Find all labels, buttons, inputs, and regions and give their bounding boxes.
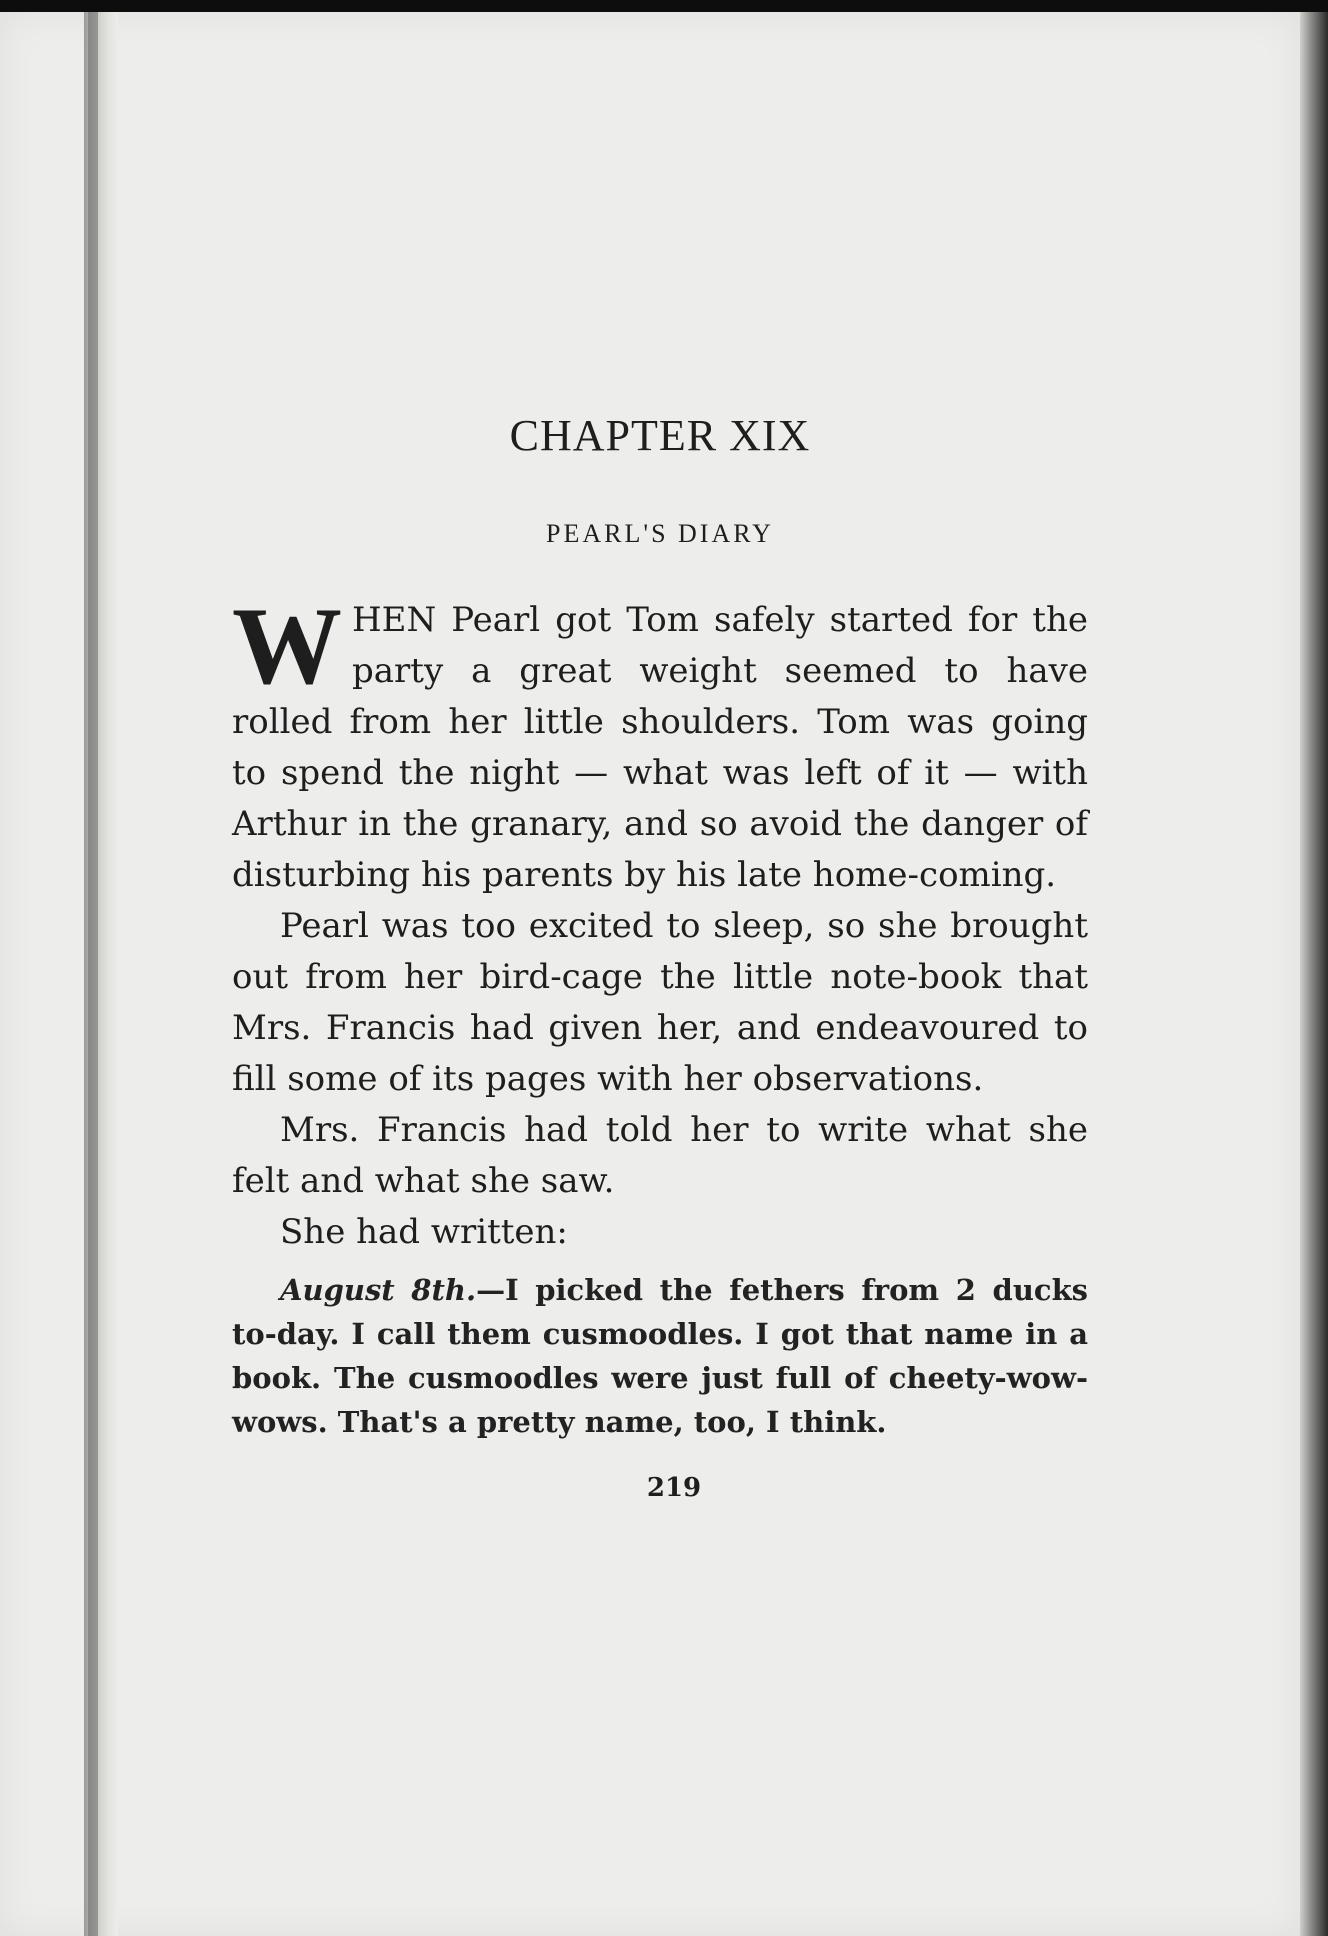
diary-text: —I picked the fethers from 2 ducks to-day. I call them cusmoodles. I got that name in a book. The cusmoodles were just full of cheety-wow-wows. That's a pretty name, too, I think.	[232, 1273, 1088, 1439]
paragraph-1	[232, 585, 1088, 901]
diary-date: August 8th.	[280, 1273, 477, 1307]
binding-shadow	[88, 12, 98, 1936]
paragraph-2: Pearl was too excited to sleep, so she brought out from her bird-cage the little note-book that Mrs. Francis had given her, and endeavoured to fill some of its pages with her observations.	[232, 906, 1088, 1099]
paragraph-text: HEN Pearl got Tom safely started for the party a great weight seemed to have rolled from her little shoulders. Tom was going to spend the night — what was left of it — with Arthur in the granary, and so avoid the danger of disturbing his parents by his late home-coming.	[232, 600, 1088, 895]
chapter-title: CHAPTER XIX	[509, 411, 811, 460]
drop-cap: W	[232, 585, 342, 707]
page-content	[232, 410, 1088, 1503]
page-right-edge	[1300, 12, 1328, 1936]
page-number: 219	[646, 1473, 702, 1503]
paragraph-4: She had written:	[280, 1212, 568, 1252]
chapter-subtitle: PEARL'S DIARY	[546, 519, 774, 548]
paragraph-3: Mrs. Francis had told her to write what she felt and what she saw.	[232, 1110, 1088, 1201]
chapter-body	[232, 585, 1088, 1258]
diary-entry	[232, 1268, 1088, 1444]
